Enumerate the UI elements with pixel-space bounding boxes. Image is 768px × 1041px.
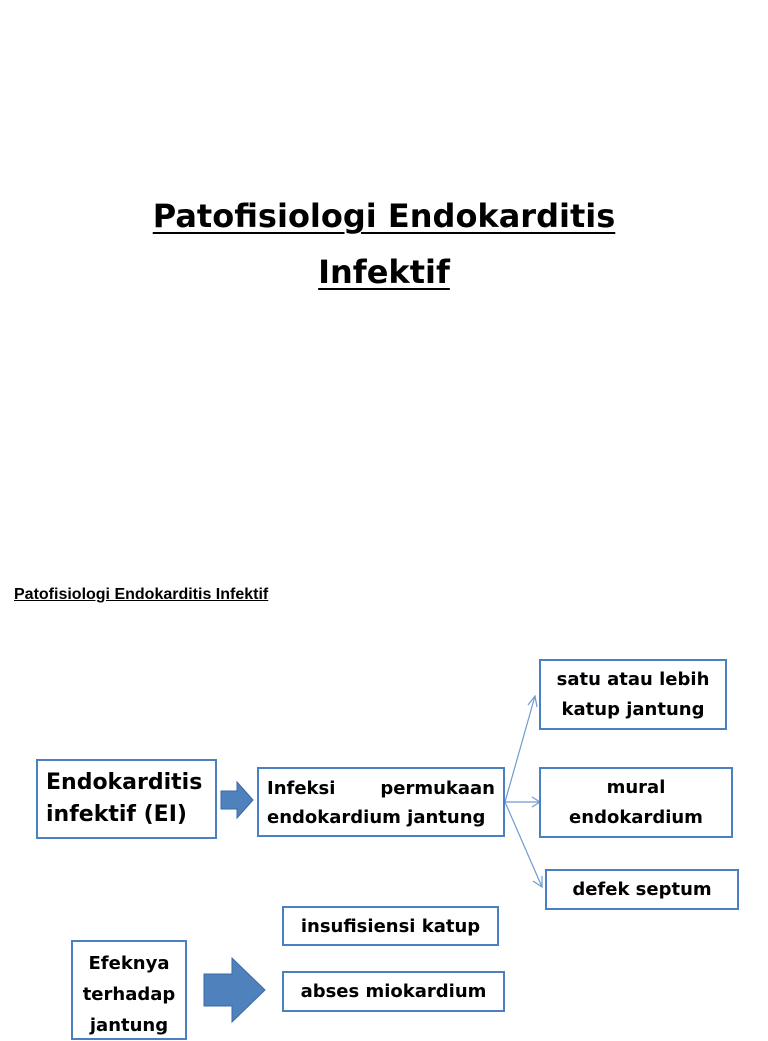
- node-mural-line2: endokardium: [569, 806, 703, 828]
- connector-to-katup: [505, 696, 535, 802]
- node-abses-miokardium: [282, 971, 505, 1012]
- node-ei-line2: infektif (EI): [46, 802, 187, 827]
- node-abses-text: abses miokardium: [300, 981, 487, 1002]
- node-insufisiensi-text: insufisiensi katup: [300, 915, 481, 937]
- node-infeksi-permukaan: [257, 767, 505, 837]
- block-arrow-efeknya-to-effects: [204, 958, 265, 1022]
- node-efeknya-terhadap-jantung: [71, 940, 187, 1040]
- slide-title-line1: Patofisiologi Endokarditis: [152, 197, 616, 235]
- connector-to-defek: [505, 802, 542, 887]
- diagram-subtitle: Patofisiologi Endokarditis Infektif: [14, 586, 269, 603]
- node-efeknya-line3: jantung: [89, 1015, 169, 1036]
- block-arrow-ei-to-infeksi: [221, 782, 253, 818]
- connector-to-defek-arrowhead: [533, 876, 542, 887]
- slide-title: [84, 188, 684, 300]
- node-endokarditis-infektif: [36, 759, 217, 839]
- node-satu-atau-lebih-katup: [539, 659, 727, 730]
- node-efeknya-line2: terhadap: [82, 984, 176, 1005]
- node-efeknya-line1: Efeknya: [88, 953, 170, 974]
- node-infeksi-word2: permukaan: [380, 778, 495, 799]
- node-insufisiensi-katup: [282, 906, 499, 946]
- connector-to-katup-arrowhead: [528, 696, 537, 707]
- node-defek-text: defek septum: [572, 879, 712, 900]
- node-katup-line1: satu atau lebih: [556, 668, 710, 690]
- node-infeksi-word1: Infeksi: [267, 778, 336, 799]
- node-ei-line1: Endokarditis: [46, 770, 203, 795]
- node-mural-line1: mural: [606, 776, 666, 798]
- node-mural-endokardium: [539, 767, 733, 838]
- slide-title-line2: Infektif: [318, 253, 450, 291]
- node-katup-line2: katup jantung: [561, 698, 705, 720]
- node-infeksi-line2: endokardium jantung: [267, 807, 486, 828]
- node-defek-septum: [545, 869, 739, 910]
